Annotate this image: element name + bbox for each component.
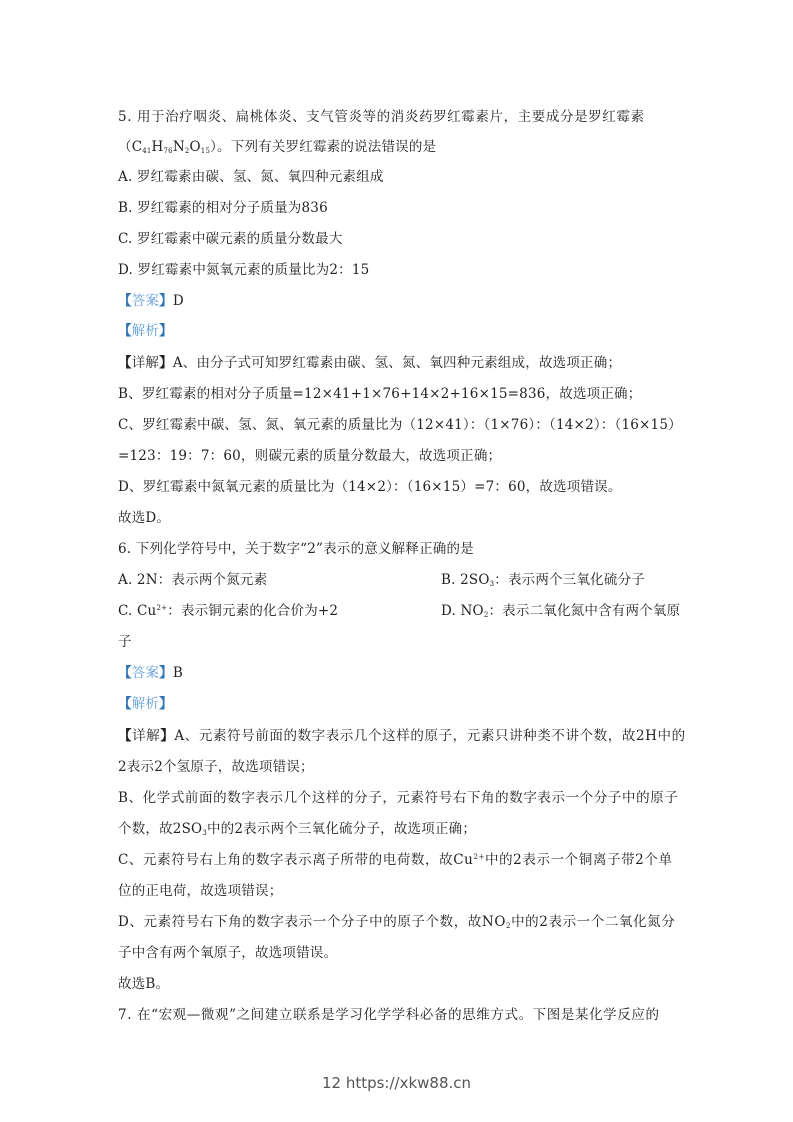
q5-detail-a: 【详解】A、由分子式可知罗红霉素由碳、氢、氮、氧四种元素组成，故选项正确； [118,355,622,371]
q6-detail-c1: C、元素符号右上角的数字表示离子所带的电荷数，故$Cu^{2+}$中的2表示一个铜离子带2个单 [118,852,673,868]
q6-conclusion: 故选B。 [118,976,170,992]
page-footer [0,1074,793,1092]
q5-detail-b: B、罗红霉素的相对分子质量=12×41+1×76+14×2+16×15=836，故选项正确； [118,386,642,402]
detail-tag: 【详解】 [118,728,175,744]
q5-option-d: D. 罗红霉素中氮氧元素的质量比为2：15 [118,262,370,278]
q5-conclusion: 故选D。 [118,510,171,526]
q5-answer: 【答案】D [118,293,184,309]
q6-detail-b1: B、化学式前面的数字表示几个这样的分子，元素符号右下角的数字表示一个分子中的原子 [118,790,679,806]
q5-detail-d: D、罗红霉素中氮氧元素的质量比为（14×2）：（16×15）=7：60，故选项错误。 [118,479,622,495]
analysis-tag: 【解析】 [118,323,173,339]
q6-option-row1 [118,571,267,589]
answer-tag: 【答案】 [118,293,173,309]
q5-detail-c2: =123：19：7：60，则碳元素的质量分数最大，故选项正确； [118,448,502,464]
q6-option-c: C. $Cu^{2+}$：表示铜元素的化合价为+2 [118,603,339,619]
q5-option-c: C. 罗红霉素中碳元素的质量分数最大 [118,231,343,247]
footer-url[interactable]: https://xkw88.cn [345,1074,472,1092]
q6-option-d-wrap: 子 [118,634,132,650]
q7-stem-line1: 7. 在“宏观—微观”之间建立联系是学习化学学科必备的思维方式。下图是某化学反应的 [118,1007,660,1023]
page-number: 12 [321,1074,342,1092]
q6-analysis-heading [118,695,173,713]
q6-detail-d2: 子中含有两个氧原子，故选项错误。 [118,945,338,961]
q6-option-a: A. 2N：表示两个氮元素 [118,572,268,588]
q6-detail-d1: D、元素符号右下角的数字表示一个分子中的原子个数，故$NO_2$中的2表示一个二氧化氮分 [118,914,676,930]
q6-detail-a2: 2表示2个氢原子，故选项错误； [118,759,314,775]
q6-detail-c2: 位的正电荷，故选项错误； [118,883,283,899]
detail-tag: 【详解】 [118,355,173,371]
q6-detail-a1: 【详解】A、元素符号前面的数字表示几个这样的原子，元素只讲种类不讲个数，故2H中的 [118,728,686,744]
answer-tag: 【答案】 [118,665,173,681]
q6-answer: 【答案】B [118,665,183,681]
q6-option-d: D. $NO_2$：表示二氧化氮中含有两个氧原 [441,603,681,619]
q5-stem-line2: $(C_{41}H_{76}N_2O_{15})$。下列有关罗红霉素的说法错误的是 [118,139,437,155]
q6-option-b: B. $2SO_3$：表示两个三氧化硫分子 [441,572,645,588]
q5-analysis-heading [118,322,173,340]
q5-option-a: A. 罗红霉素由碳、氢、氮、氧四种元素组成 [118,169,384,185]
q5-detail-c1: C、罗红霉素中碳、氢、氮、氧元素的质量比为（12×41）：（1×76）：（14×2）：（16×15） [118,417,682,433]
q5-stem-line1: 5. 用于治疗咽炎、扁桃体炎、支气管炎等的消炎药罗红霉素片，主要成分是罗红霉素 [118,109,645,125]
analysis-tag: 【解析】 [118,696,173,712]
q6-detail-b2: 个数，故$2SO_3$中的2表示两个三氧化硫分子，故选项正确； [118,821,477,837]
q6-stem: 6. 下列化学符号中，关于数字“2”表示的意义解释正确的是 [118,541,474,557]
q5-option-b: B. 罗红霉素的相对分子质量为836 [118,200,328,216]
